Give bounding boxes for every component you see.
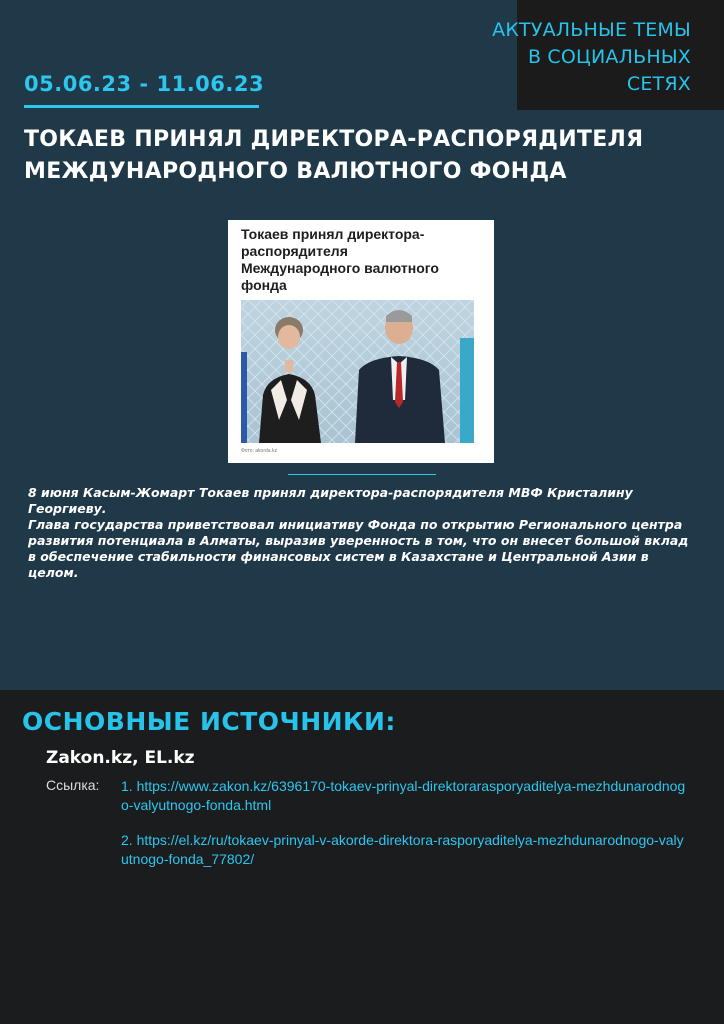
photo-illustration (241, 300, 474, 443)
topic-badge (492, 0, 724, 110)
photo-caption: Фото: akorda.kz (241, 448, 277, 454)
date-underline (24, 105, 259, 108)
card-title-line-2: распорядителя (241, 243, 348, 259)
sources-title: ОСНОВНЫЕ ИСТОЧНИКИ: (22, 707, 396, 736)
source-link-2[interactable]: 2. https://el.kz/ru/tokaev-prinyal-v-akorde-direktora-rasporyaditelya-mezhdunarodnogo-valyutnogo-fonda_77802/ (121, 832, 684, 867)
headline-line-2: МЕЖДУНАРОДНОГО ВАЛЮТНОГО ФОНДА (24, 159, 567, 184)
headline-line-1: ТОКАЕВ ПРИНЯЛ ДИРЕКТОРА-РАСПОРЯДИТЕЛЯ (24, 127, 644, 152)
article-screenshot-card (228, 220, 494, 463)
sources-names: Zakon.kz, EL.kz (46, 748, 195, 768)
card-title-line-3: Международного валютного (241, 260, 439, 276)
topic-line-2: В СОЦИАЛЬНЫХ (527, 46, 691, 68)
divider (288, 474, 436, 475)
flag-right (460, 338, 474, 443)
topic-line-3: СЕТЯХ (626, 73, 691, 95)
body-paragraph-1: 8 июня Касым-Жомарт Токаев принял директора-распорядителя МВФ Кристалину Георгиеву. (28, 485, 633, 516)
card-title (241, 226, 486, 294)
date-range: 05.06.23 - 11.06.23 (24, 72, 265, 96)
link-label: Ссылка: (46, 777, 100, 793)
body-paragraph-2: Глава государства приветствовал инициативу Фонда по открытию Регионального центра развития потенциала в Алматы, выразив уверенность в том, что он внесет большой вклад в обеспечение стабильности финансовых систем в Казахстане и Центральной Азии в целом. (28, 517, 689, 580)
card-title-line-1: Токаев принял директора- (241, 226, 425, 242)
flag-left (241, 352, 247, 443)
topic-line-1: АКТУАЛЬНЫЕ ТЕМЫ (492, 19, 691, 41)
card-title-line-4: фонда (241, 277, 287, 293)
news-photo (241, 300, 474, 443)
article-body (28, 485, 700, 581)
headline (24, 124, 664, 188)
source-link-1[interactable]: 1. https://www.zakon.kz/6396170-tokaev-prinyal-direktorarasporyaditelya-mezhdunarodnogo-valyutnogo-fonda.html (121, 778, 686, 813)
